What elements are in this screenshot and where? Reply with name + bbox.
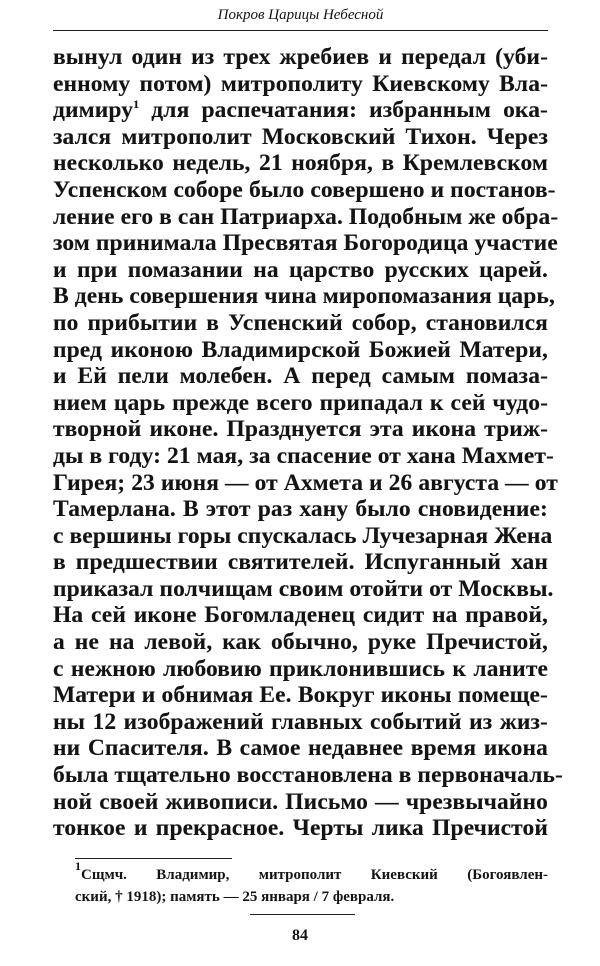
text-line: Гирея; 23 июня — от Ахмета и 26 августа — от	[53, 469, 558, 496]
text-line: В день совершения чина миропомазания царь,	[53, 283, 555, 310]
text-fragment: для распечатания: избранным ока-	[139, 97, 548, 124]
header-rule	[53, 30, 548, 31]
text-line: ни Спасителя. В самое недавнее время икона	[53, 735, 548, 762]
text-line: тонкое и прекрасное. Черты лика Пречистой	[53, 815, 548, 842]
text-line: а не на левой, как обычно, руке Пречистой,	[53, 629, 548, 656]
text-line: в предшествии святителей. Испуганный хан	[53, 549, 548, 576]
text-line: пред иконою Владимирской Божией Матери,	[53, 336, 548, 363]
text-line: зом принимала Пресвятая Богородица участие	[53, 230, 558, 257]
page-number: 84	[292, 927, 308, 944]
footnote-line: ский, † 1918); память — 25 января / 7 февраля.	[75, 889, 395, 905]
text-line: с нежною любовию приклонившись к ланите	[53, 655, 548, 682]
footnote	[75, 859, 548, 908]
text-line: вынул один из трех жребиев и передал (уби-	[53, 44, 548, 70]
footnote-text: Сщмч. Владимир, митрополит Киевский (Богоявлен-	[81, 867, 548, 883]
text-line: творной иконе. Празднуется эта икона триж-	[53, 416, 548, 443]
footnote-reference[interactable]: 1	[133, 97, 140, 112]
text-line: ды в году: 21 мая, за спасение от хана Махмет-	[53, 442, 554, 469]
footnote-rule	[75, 858, 232, 859]
text-line: зался митрополит Московский Тихон. Через	[53, 123, 548, 150]
text-line: и при помазании на царство русских царей.	[53, 256, 548, 283]
text-line: Тамерлана. В этот раз хану было сновидение:	[53, 496, 548, 523]
text-line: На сей иконе Богомладенец сидит на правой,	[53, 602, 548, 629]
text-line: нием царь прежде всего припадал к сей чудо-	[53, 389, 548, 416]
text-line: енному потом) митрополиту Киевскому Вла-	[53, 70, 548, 97]
text-line: ление его в сан Патриарха. Подобным же обра-	[53, 203, 559, 230]
page-end-rule	[250, 914, 355, 915]
text-line: ны 12 изображений главных событий из жиз-	[53, 708, 548, 735]
text-line: Матери и обнимая Ее. Вокруг иконы помеще-	[53, 682, 548, 709]
text-line	[53, 97, 548, 124]
text-line: несколько недель, 21 ноября, в Кремлевском	[53, 150, 548, 177]
text-line: по прибытии в Успенский собор, становился	[53, 309, 548, 336]
text-line: с вершины горы спускалась Лучезарная Жена	[53, 522, 553, 549]
footnote-marker: 1	[75, 859, 81, 873]
text-line: Успенском соборе было совершено и постанов-	[53, 176, 556, 203]
footnote-line	[75, 859, 548, 886]
text-line: и Ей пели молебен. А перед самым помаза-	[53, 363, 548, 390]
text-line: была тщательно восстановлена в первоначаль-	[53, 762, 563, 789]
text-line: ной своей живописи. Письмо — чрезвычайно	[53, 788, 548, 815]
text-line: приказал полчищам своим отойти от Москвы.	[53, 575, 554, 602]
running-header: Покров Царицы Небесной	[217, 7, 384, 23]
body-text	[53, 44, 563, 842]
text-fragment: димиру	[53, 97, 134, 124]
